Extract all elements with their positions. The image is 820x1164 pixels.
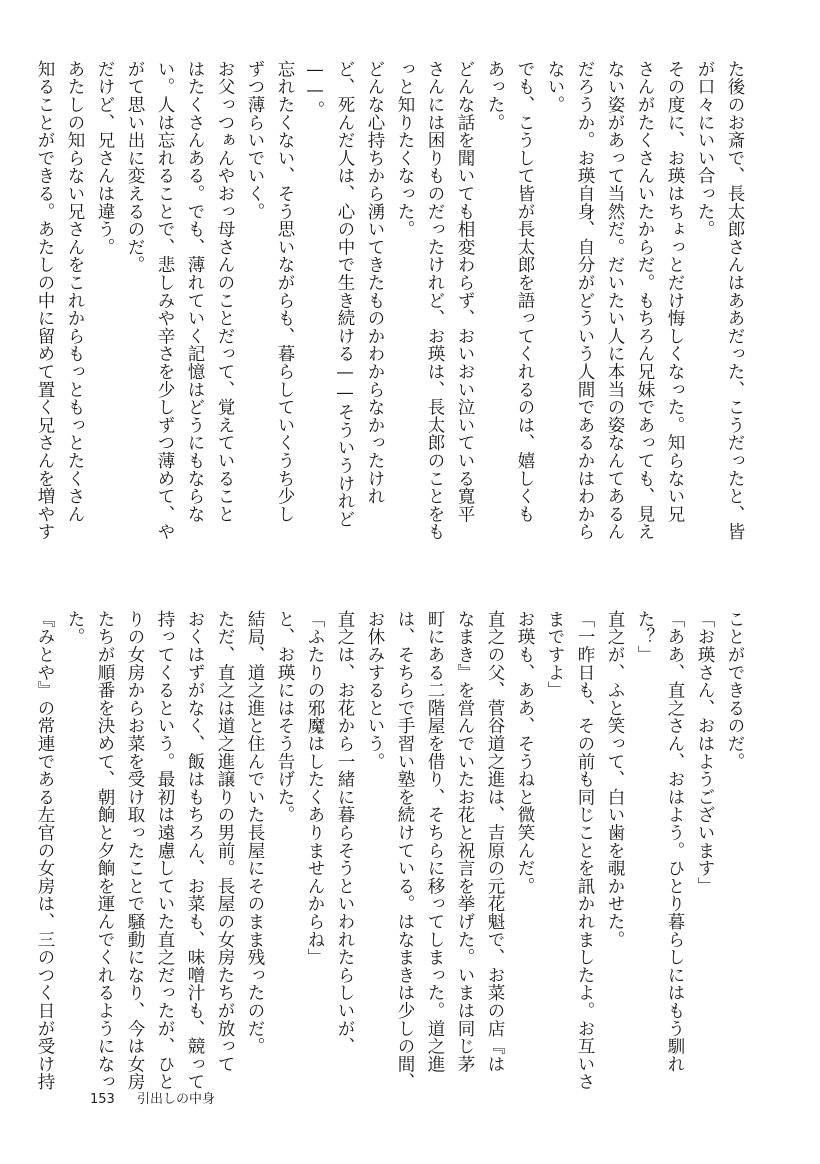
upper-text-block — [35, 60, 750, 588]
text-line: 結局、道之進と住んでいた長屋にそのまま残ったのだ。 — [245, 610, 265, 1055]
lower-text-block — [35, 610, 750, 1091]
text-line: あたしの知らない兄さんをこれからもっともっとたくさん — [65, 60, 85, 523]
text-line: がて思い出に変えるのだ。 — [125, 60, 145, 274]
text-line: 持ってくるという。最初は遠慮していた直之だったが、ひと — [155, 610, 175, 1091]
text-line: ない。 — [545, 60, 565, 114]
text-line: あった。 — [485, 60, 505, 132]
text-line: が口々にいい合った。 — [695, 60, 715, 238]
text-line: お父っつぁんやおっ母さんのことだって、覚えていること — [215, 60, 235, 523]
text-line: ど、死んだ人は、心の中で生き続ける——そういうけれど — [335, 60, 355, 528]
text-line: どんな心持ちから湧いてきたものかわからなかったけれ — [365, 60, 385, 505]
text-line: ずつ薄らいでいく。 — [245, 60, 265, 221]
text-line: ただ、直之は道之進譲りの男前。長屋の女房たちが放って — [215, 610, 235, 1073]
text-line: その度に、お瑛はちょっとだけ悔しくなった。知らない兄 — [665, 60, 685, 523]
text-line: だろうか。お瑛自身、自分がどういう人間であるかはわから — [575, 60, 595, 541]
text-line: た？」 — [635, 610, 655, 664]
text-line: なまき』を営んでいたお花と祝言を挙げた。いまは同じ茅 — [455, 610, 475, 1073]
text-line: さんには困りものだったけれど、お瑛は、長太郎のことをも — [425, 60, 445, 541]
text-line: たちが順番を決めて、朝餉と夕餉を運んでくれるようになっ — [95, 610, 115, 1091]
text-line: 知ることができる。あたしの中に留めて置く兄さんを増やす — [35, 60, 55, 541]
text-line: 『みとや』の常連である左官の女房は、三のつく日が受け持 — [35, 610, 55, 1091]
text-line: 「ああ、直之さん、おはよう。ひとり暮らしにはもう馴れ — [665, 610, 685, 1073]
text-line: まですよ」 — [545, 610, 565, 699]
text-line: は、そちらで手習い塾を続けている。はなまきは少しの間、 — [395, 610, 415, 1091]
running-title: 引出しの中身 — [136, 1092, 215, 1107]
text-line: 直之の父、菅谷道之進は、吉原の元花魁で、お菜の店『は — [485, 610, 505, 1073]
text-line: おくはずがなく、飯はもちろん、お菜も、味噌汁も、競って — [185, 610, 205, 1091]
text-line: 直之が、ふと笑って、白い歯を覗かせた。 — [605, 610, 625, 949]
text-line: りの女房からお菜を受け取ったことで騒動になり、今は女房 — [125, 610, 145, 1091]
text-line: 「ふたりの邪魔はしたくありませんからね」 — [305, 610, 325, 966]
text-line: い。人は忘れることで、悲しみや辛さを少しずつ薄めて、や — [155, 60, 175, 541]
text-line: 直之は、お花から一緒に暮らそうといわれたらしいが、 — [335, 610, 355, 1055]
text-line: ない姿があって当然だ。だいたい人に本当の姿なんてあるん — [605, 60, 625, 541]
text-line: た後のお斎で、長太郎さんはああだった、こうだったと、皆 — [725, 60, 745, 541]
text-line: ことができるのだ。 — [725, 610, 745, 771]
text-line: 町にある二階屋を借り、そちらに移ってしまった。道之進 — [425, 610, 445, 1073]
text-line: 「一昨日も、その前も同じことを訊かれましたよ。お互いさ — [575, 610, 595, 1091]
text-line: っと知りたくなった。 — [395, 60, 415, 238]
page-footer — [90, 1088, 215, 1107]
text-line: 忘れたくない、そう思いながらも、暮らしていくうち少し — [275, 60, 295, 523]
text-line: さんがたくさんいたからだ。もちろん兄妹であっても、見え — [635, 60, 655, 541]
text-line: だけど、兄さんは違う。 — [95, 60, 115, 256]
text-line: でも、こうして皆が長太郎を語ってくれるのは、嬉しくも — [515, 60, 535, 523]
text-line: と、お瑛にはそう告げた。 — [275, 610, 295, 824]
page-number: 153 — [90, 1092, 115, 1107]
text-line: た。 — [65, 610, 85, 646]
text-line: お休みするという。 — [365, 610, 385, 771]
text-line: ——。 — [305, 60, 325, 119]
text-line: お瑛も、ああ、そうねと微笑んだ。 — [515, 610, 535, 895]
text-line: どんな話を聞いても相変わらず、おいおい泣いている寛平 — [455, 60, 475, 523]
text-line: はたくさんある。でも、薄れていく記憶はどうにもならな — [185, 60, 205, 523]
text-line: 「お瑛さん、おはようございます」 — [695, 610, 715, 895]
